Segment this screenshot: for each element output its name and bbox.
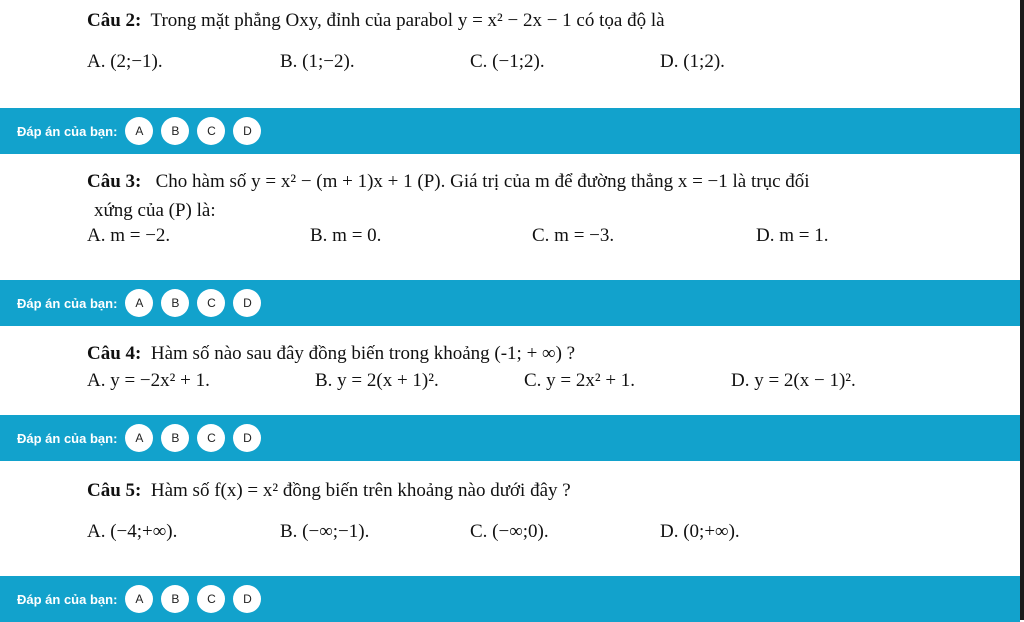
q2-option-a: A. (2;−1).: [87, 51, 163, 72]
answer-c-button[interactable]: C: [197, 424, 225, 452]
answer-label: Đáp án của bạn:: [17, 295, 118, 311]
question-3-label: Câu 3:: [87, 171, 142, 192]
question-5-text: Hàm số f(x) = x² đồng biến trên khoảng nào dưới đây ?: [150, 480, 571, 501]
answer-a-button[interactable]: A: [125, 117, 153, 145]
answer-d-button[interactable]: D: [233, 289, 261, 317]
q3-option-d: D. m = 1.: [756, 225, 829, 246]
q2-option-d: D. (1;2).: [660, 51, 725, 72]
answer-a-button[interactable]: A: [125, 424, 153, 452]
question-4-text: Hàm số nào sau đây đồng biến trong khoảng (-1; + ∞) ?: [150, 343, 576, 364]
q5-option-a: A. (−4;+∞).: [87, 521, 178, 542]
question-2-text: Trong mặt phẳng Oxy, đỉnh của parabol y = x² − 2x − 1 có tọa độ là: [150, 10, 665, 31]
question-3-text-cont: xứng của (P) là:: [94, 200, 216, 221]
answer-label: Đáp án của bạn:: [17, 123, 118, 139]
answer-a-button[interactable]: A: [125, 585, 153, 613]
q4-option-b: B. y = 2(x + 1)².: [315, 370, 439, 391]
question-4-label: Câu 4:: [87, 343, 142, 364]
answer-d-button[interactable]: D: [233, 424, 261, 452]
q5-option-b: B. (−∞;−1).: [280, 521, 370, 542]
question-5-label: Câu 5:: [87, 480, 142, 501]
answer-bar-q5: [0, 576, 1020, 622]
question-5: [87, 479, 571, 503]
answer-bar-q3: [0, 280, 1020, 326]
answer-b-button[interactable]: B: [161, 585, 189, 613]
answer-d-button[interactable]: D: [233, 585, 261, 613]
q4-option-a: A. y = −2x² + 1.: [87, 370, 210, 391]
answer-label: Đáp án của bạn:: [17, 430, 118, 446]
question-2: [87, 9, 665, 33]
q3-option-c: C. m = −3.: [532, 225, 615, 246]
q5-option-c: C. (−∞;0).: [470, 521, 549, 542]
q5-option-d: D. (0;+∞).: [660, 521, 740, 542]
question-3: [87, 170, 810, 194]
q4-option-d: D. y = 2(x − 1)².: [731, 370, 856, 391]
answer-c-button[interactable]: C: [197, 117, 225, 145]
q2-option-c: C. (−1;2).: [470, 51, 545, 72]
answer-c-button[interactable]: C: [197, 585, 225, 613]
q4-option-c: C. y = 2x² + 1.: [524, 370, 636, 391]
answer-b-button[interactable]: B: [161, 289, 189, 317]
answer-a-button[interactable]: A: [125, 289, 153, 317]
answer-c-button[interactable]: C: [197, 289, 225, 317]
question-4: [87, 342, 575, 366]
answer-d-button[interactable]: D: [233, 117, 261, 145]
q3-option-b: B. m = 0.: [310, 225, 382, 246]
q3-option-a: A. m = −2.: [87, 225, 171, 246]
answer-b-button[interactable]: B: [161, 424, 189, 452]
answer-bar-q2: [0, 108, 1020, 154]
answer-bar-q4: [0, 415, 1020, 461]
right-edge-bar: [1020, 0, 1024, 620]
q2-option-b: B. (1;−2).: [280, 51, 355, 72]
question-2-label: Câu 2:: [87, 10, 142, 31]
answer-label: Đáp án của bạn:: [17, 591, 118, 607]
answer-b-button[interactable]: B: [161, 117, 189, 145]
question-3-text: Cho hàm số y = x² − (m + 1)x + 1 (P). Giá trị của m để đường thẳng x = −1 là trục đối: [155, 171, 810, 192]
